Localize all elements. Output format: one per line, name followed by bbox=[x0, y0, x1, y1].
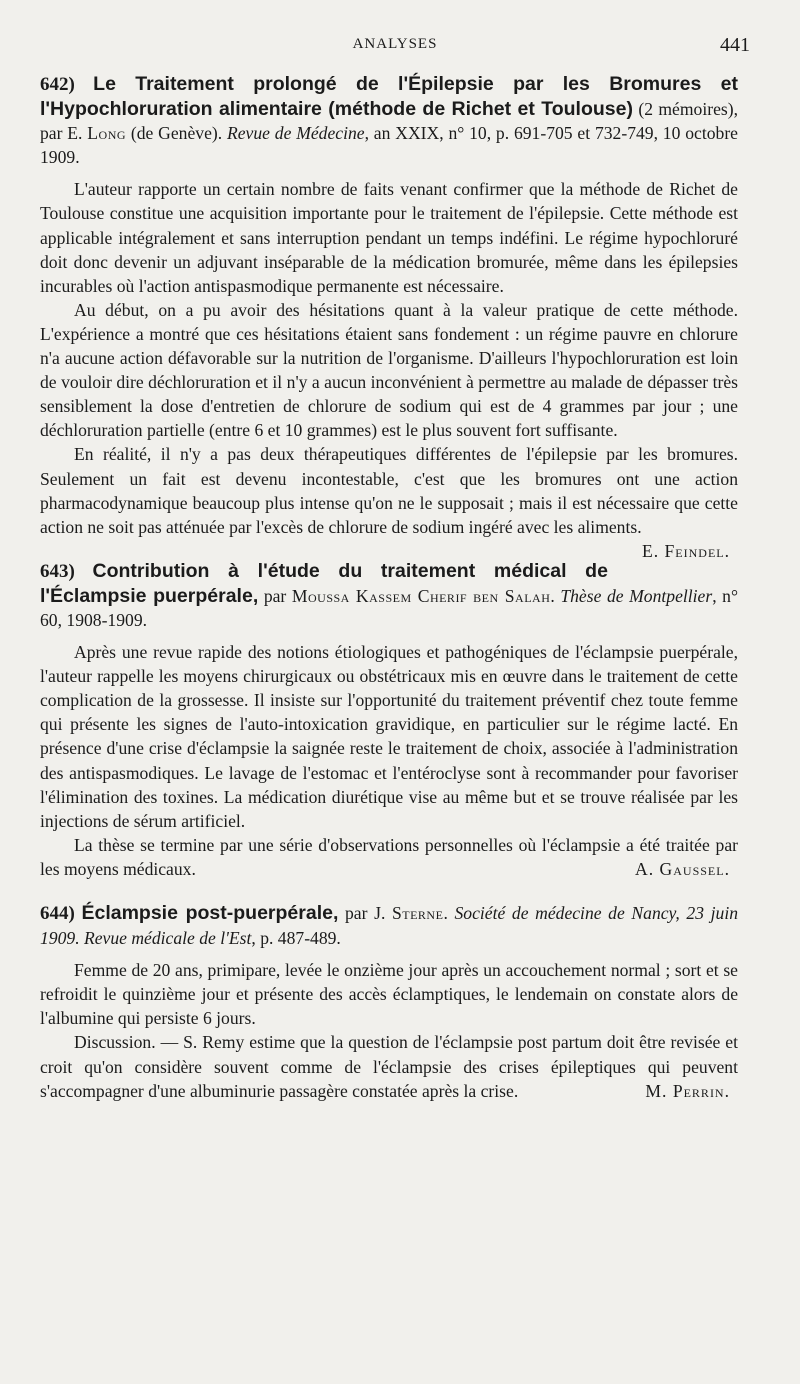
reference-text: (de Genève). bbox=[126, 123, 227, 144]
article-643 bbox=[40, 559, 738, 881]
reference-text: (2 mémoires), par E. bbox=[40, 99, 738, 144]
reference-text: . bbox=[550, 585, 561, 606]
reviewer-signature: E. Feindel. bbox=[641, 540, 730, 561]
paragraph: Femme de 20 ans, primipare, levée le onzième jour après un accouchement normal ; sort et se refroidit le quinzième jour et présente des accès éclamptiques, le lendemain on constate alors de l'albumine qui persiste 6 jours. bbox=[40, 960, 738, 1029]
reference-text: . bbox=[443, 903, 455, 923]
paragraph bbox=[40, 833, 738, 881]
journal-title: Société de médecine de Nancy, 23 juin 1909. Revue médicale de l'Est bbox=[40, 903, 739, 949]
page-number: 441 bbox=[720, 34, 750, 56]
paragraph-text: La thèse se termine par une série d'observations personnelles où l'éclampsie a été traitée par les moyens médicaux. bbox=[40, 834, 738, 879]
article-number: 644) bbox=[40, 903, 75, 924]
article-number: 642) bbox=[40, 74, 75, 95]
article-author: Sterne bbox=[391, 903, 444, 923]
article-author: Moussa Kassem Cherif ben Salah bbox=[291, 585, 551, 606]
article-title: Contribution à l'étude du traitement médical de l'Éclampsie puerpérale, bbox=[40, 559, 608, 607]
paragraph: Au début, on a pu avoir des hésitations quant à la valeur pratique de cette méthode. L'expérience a montré que ces hésitations étaient sans fondement : un régime pauvre en chlorure n'a aucune action défavorable sur la nutrition de l'organisme. D'ailleurs l'hypochloruration est loin de vouloir dire déchloruration et il n'y a aucun inconvénient à permettre au malade de dépasser très sensiblement la dose d'entretien de chlorure de sodium qui est de 4 grammes par jour ; une déchloruration partielle (entre 6 et 10 grammes) est le plus souvent fort suffisante. bbox=[40, 299, 738, 441]
reference-text: , an XXIX, n° 10, p. 691-705 et 732-749, 10 octobre 1909. bbox=[40, 123, 738, 168]
journal-title: Thèse de Montpellier bbox=[560, 585, 713, 606]
article-spacer bbox=[40, 881, 738, 901]
running-title: ANALYSES bbox=[352, 36, 438, 52]
paragraph-text: Discussion. — S. Remy estime que la question de l'éclampsie post partum doit être revisée et croit qu'on considère souvent comme de l'éclampsie des crises épileptiques qui peuvent s'accompagner d'une albuminurie passagère constatée après la crise. bbox=[40, 1032, 738, 1101]
journal-title: Revue de Médecine bbox=[226, 123, 365, 144]
reference-text: par J. bbox=[338, 903, 392, 923]
paragraph: L'auteur rapporte un certain nombre de faits venant confirmer que la méthode de Richet de Toulouse constitue une acquisition importante pour le traitement de l'épilepsie. Cette méthode est applicable intégralement et sans interruption pendant un temps indéfini. Le régime hypochloruré doit donc devenir un adjuvant inséparable de la médication bromurée, même dans les épilepsies incurables où l'action antispasmodique permanente est nécessaire. bbox=[40, 179, 738, 296]
reference-text: , n° 60, 1908-1909. bbox=[40, 585, 739, 630]
reference-text: par bbox=[258, 585, 292, 606]
article-author: Long bbox=[87, 123, 127, 144]
article-number: 643) bbox=[40, 560, 75, 582]
reviewer-signature: A. Gaussel. bbox=[635, 858, 730, 879]
article-title: Le Traitement prolongé de l'Épilepsie par les Bromures et l'Hypochloruration alimentaire (méthode de Richet et Toulouse) bbox=[40, 73, 738, 121]
article-644 bbox=[40, 901, 738, 1103]
paragraph-text: En réalité, il n'y a pas deux thérapeutiques différentes de l'épilepsie par les bromures. Seulement un fait est devenu incontestable, c'est que les bromures ont une action pharmacodynamique beaucoup plus intense qu'on ne le supposait ; mais il est nécessaire que cette action ne soit pas atténuée par l'excès de chlorure de sodium ingéré avec les aliments. bbox=[40, 444, 738, 537]
article-title: Éclampsie post-puerpérale, bbox=[81, 902, 339, 924]
paragraph bbox=[40, 442, 738, 561]
article-heading bbox=[40, 72, 738, 169]
page-header bbox=[40, 36, 750, 60]
article-heading bbox=[40, 559, 738, 632]
reviewer-signature: M. Perrin. bbox=[645, 1080, 730, 1101]
article-heading bbox=[40, 901, 738, 950]
reference-text: , p. 487-489. bbox=[251, 928, 341, 949]
paragraph: Après une revue rapide des notions étiologiques et pathogéniques de l'éclampsie puerpérale, l'auteur rappelle les moyens chirurgicaux ou obstétricaux mis en œuvre dans le traitement de cette complication de la grossesse. Il insiste sur l'opportunité du traitement préventif chez toute femme qui présente les signes de l'auto-intoxication gravidique, en particulier sur le régime lacté. En présence d'une crise d'éclampsie la saignée reste le traitement de choix, associée à l'administration des antispasmodiques. Le lavage de l'estomac et l'entéroclyse sont à recommander pour favoriser l'élimination des toxines. La médication diurétique vise au même but et se trouve réalisée par les injections de sérum artificiel. bbox=[40, 642, 738, 831]
article-642 bbox=[40, 72, 738, 561]
paragraph bbox=[40, 1030, 738, 1102]
page-body bbox=[40, 72, 738, 1103]
